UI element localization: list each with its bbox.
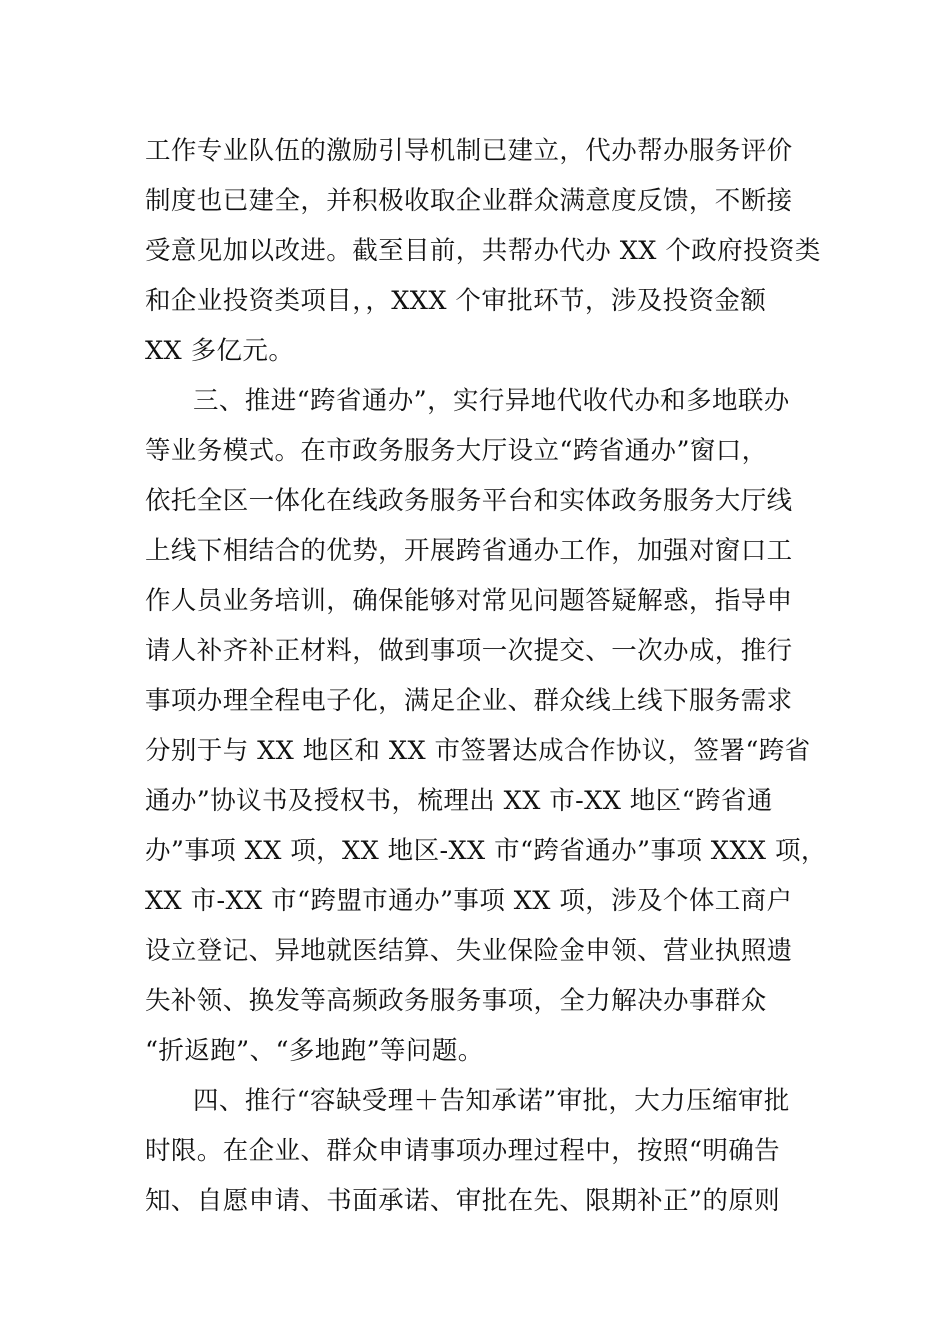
body-text-line: 时限。在企业、群众申请事项办理过程中，按照“明确告 (145, 1136, 781, 1166)
body-text-line: 等业务模式。在市政务服务大厅设立“跨省通办”窗口， (145, 436, 768, 466)
body-text-line: 制度也已建全，并积极收取企业群众满意度反馈，不断接 (145, 186, 793, 216)
body-text-line: 和企业投资类项目，，XXX 个审批环节，涉及投资金额 (145, 286, 767, 316)
section-heading-three: 三、推进“跨省通办”，实行异地代收代办和多地联办 (193, 386, 790, 416)
section-heading-four: 四、推行“容缺受理＋告知承诺”审批，大力压缩审批 (193, 1086, 790, 1116)
body-text-line: 依托全区一体化在线政务服务平台和实体政务服务大厅线 (145, 486, 793, 516)
body-text-line: 办”事项 XX 项，XX 地区-XX 市“跨省通办”事项 XXX 项， (145, 836, 827, 866)
body-text-line: 上线下相结合的优势，开展跨省通办工作，加强对窗口工 (145, 536, 793, 566)
body-text-line: 知、自愿申请、书面承诺、审批在先、限期补正”的原则 (145, 1186, 781, 1216)
body-text-line: 通办”协议书及授权书，梳理出 XX 市-XX 地区“跨省通 (145, 786, 773, 816)
body-text-line: 事项办理全程电子化，满足企业、群众线上线下服务需求 (145, 686, 793, 716)
body-text-line: 受意见加以改进。截至目前，共帮办代办 XX 个政府投资类 (145, 236, 821, 266)
body-text-line: 作人员业务培训，确保能够对常见问题答疑解惑，指导申 (145, 586, 793, 616)
body-text-line: 失补领、换发等高频政务服务事项，全力解决办事群众 (145, 986, 767, 1016)
body-text-line: 工作专业队伍的激励引导机制已建立，代办帮办服务评价 (145, 136, 793, 166)
body-text-line: XX 市-XX 市“跨盟市通办”事项 XX 项，涉及个体工商户 (145, 886, 793, 916)
body-text-line: 请人补齐补正材料，做到事项一次提交、一次办成，推行 (145, 636, 793, 666)
body-text-line: 设立登记、异地就医结算、失业保险金申领、营业执照遗 (145, 936, 793, 966)
body-text-line: “折返跑”、“多地跑”等问题。 (145, 1036, 484, 1066)
body-text-line: XX 多亿元。 (145, 336, 295, 366)
body-text-line: 分别于与 XX 地区和 XX 市签署达成合作协议，签署“跨省 (145, 736, 811, 766)
